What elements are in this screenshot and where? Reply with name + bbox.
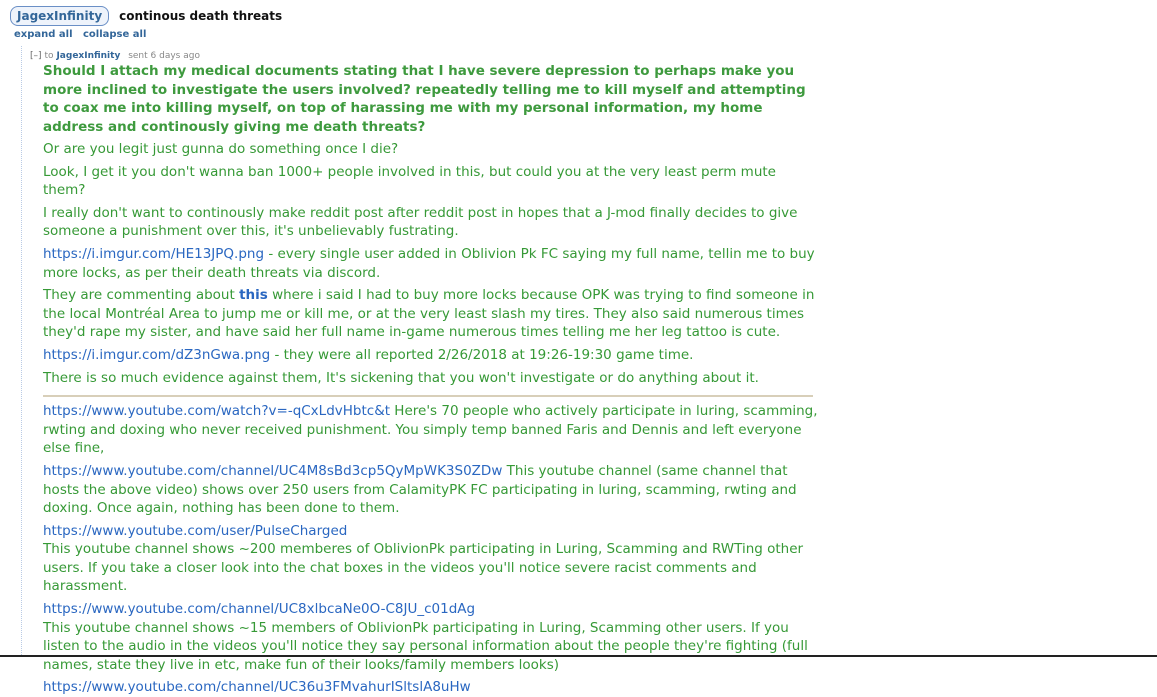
to-label: to [44,51,54,61]
paragraph-10: https://www.youtube.com/user/PulseCharged This youtube channel shows ~200 memberes of OblivionPk participating in Luring, Scamming and RWTing other users. If you take a closer look into the chat boxes in the videos you'll notice severe racist comments and harassment. [43,522,804,595]
youtube-channel-link-2[interactable]: https://www.youtube.com/channel/UC8xlbcaNe0O-C8JU_c01dAg [43,601,476,618]
paragraph-2: Look, I get it you don't wanna ban 1000+ people involved in this, but could you at the very least perm mute them? [43,163,776,199]
paragraph-1: Or are you legit just gunna do something once I die? [43,141,399,157]
bold-paragraph: Should I attach my medical documents stating that I have severe depression to perhaps make you more inclined to investigate the users involved? repeatedly telling me to kill myself and attempting to coax me into killing myself, on top of harassing me with my personal information, my home address and continously giving me death threats? [43,63,806,135]
collapse-all-link[interactable]: collapse all [83,29,147,40]
recipient-link[interactable]: JagexInfinity [56,51,121,61]
imgur-link-2[interactable]: https://i.imgur.com/dZ3nGwa.png [43,346,271,363]
this-link[interactable]: this [239,287,268,304]
expand-all-link[interactable]: expand all [14,29,73,40]
message-header [10,6,282,26]
collapse-toggle[interactable]: [–] [30,51,42,61]
thread-line [21,46,22,657]
paragraph-4: https://i.imgur.com/HE13JPQ.png - every single user added in Oblivion Pk FC saying my full name, tellin me to buy more locks, as per their death threats via discord. [43,245,815,281]
paragraph-6: https://i.imgur.com/dZ3nGwa.png - they were all reported 2/26/2018 at 19:26-19:30 game time. [43,346,694,363]
youtube-user-link[interactable]: https://www.youtube.com/user/PulseCharged [43,522,348,539]
paragraph-7: There is so much evidence against them, It's sickening that you won't investigate or do anything about it. [43,369,759,386]
paragraph-8: https://www.youtube.com/watch?v=-qCxLdvHbtc&t Here's 70 people who actively participate in luring, scamming, rwting and doxing who never received punishment. You simply temp banned Faris and Dennis and left everyone else fine, [43,403,818,457]
expand-controls [14,29,153,40]
paragraph-11: https://www.youtube.com/channel/UC8xlbcaNe0O-C8JU_c01dAg This youtube channel shows ~15 members of OblivionPk participating in Luring, Scamming other users. If you listen to the audio in the videos you'll notice they say personal information about the people they're fighting (full names, state they live in etc, make fun of their looks/family members looks) [43,601,808,673]
author-badge[interactable]: JagexInfinity [10,6,109,26]
youtube-channel-link-1[interactable]: https://www.youtube.com/channel/UC4M8sBd3cp5QyMpWK3S0ZDw [43,462,503,479]
paragraph-12 [43,678,820,697]
message-tagline [30,50,820,62]
paragraph-5: They are commenting about this where i said I had to buy more locks because OPK was trying to find someone in the local Montréal Area to jump me or kill me, or at the very least slash my tires. They also said numerous times they'd rape my sister, and have said her full name in-game numerous times telling me her leg tattoo is cute. [43,287,815,341]
message-subject: continous death threats [119,9,283,23]
paragraph-9: https://www.youtube.com/channel/UC4M8sBd3cp5QyMpWK3S0ZDw This youtube channel (same channel that hosts the above video) shows over 250 users from CalamityPK FC participating in luring, scamming, rwting and doxing. Once again, nothing has been done to them. [43,462,797,517]
message [30,50,820,697]
paragraph-3: I really don't want to continously make reddit post after reddit post in hopes that a J-mod finally decides to give someone a punishment over this, it's unbelievably fustrating. [43,204,798,240]
youtube-video-link[interactable]: https://www.youtube.com/watch?v=-qCxLdvHbtc&t [43,403,391,420]
message-body [43,62,820,697]
imgur-link-1[interactable]: https://i.imgur.com/HE13JPQ.png [43,245,265,262]
bottom-edge [0,655,1157,657]
youtube-channel-link-3[interactable]: https://www.youtube.com/channel/UC36u3FMvahurISltslA8uHw [43,679,471,696]
sent-time: sent 6 days ago [128,51,200,61]
horizontal-rule [43,395,813,397]
